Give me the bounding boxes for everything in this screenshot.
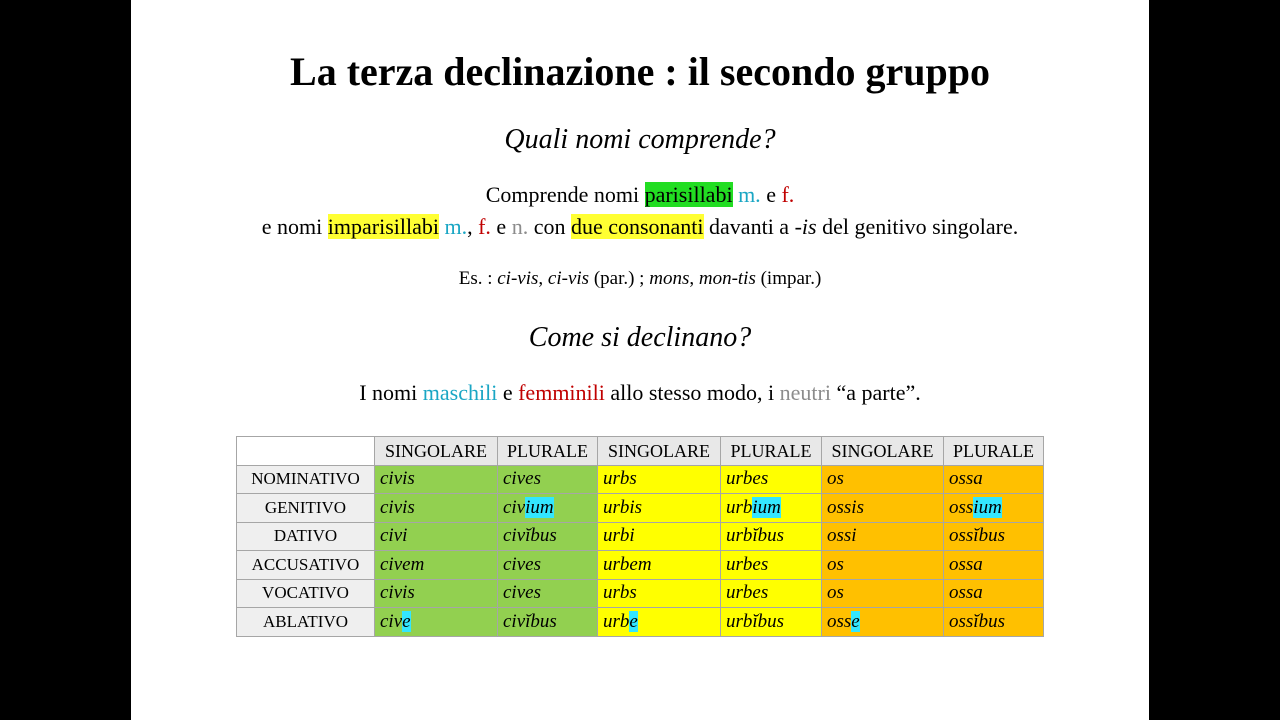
form-stem: urbem [603, 553, 652, 575]
column-header: PLURALE [944, 437, 1044, 466]
corner-cell [237, 437, 375, 466]
column-header: SINGOLARE [822, 437, 944, 466]
form-cell [944, 522, 1044, 551]
form-stem: urbĭbus [726, 610, 785, 632]
text: con [528, 214, 571, 239]
form-cell [375, 465, 498, 494]
form-cell [598, 522, 721, 551]
form-cell [598, 465, 721, 494]
form-stem: urbs [603, 468, 637, 490]
form-stem: civi [380, 525, 408, 547]
case-label: GENITIVO [237, 494, 375, 523]
form-stem: ossĭbus [949, 525, 1005, 547]
column-header: PLURALE [498, 437, 598, 466]
form-stem: urbi [603, 525, 635, 547]
case-label: VOCATIVO [237, 579, 375, 608]
form-cell [498, 551, 598, 580]
form-stem: ossa [949, 468, 983, 490]
form-cell [944, 465, 1044, 494]
form-stem: urbĭbus [726, 525, 785, 547]
example-word: mons [649, 268, 690, 289]
form-stem: urbes [726, 582, 769, 604]
form-cell [375, 551, 498, 580]
table-header-row [237, 437, 1044, 466]
form-cell [375, 608, 498, 637]
page-title: La terza declinazione : il secondo gruppo [290, 49, 990, 94]
case-label: NOMINATIVO [237, 465, 375, 494]
example-line [131, 266, 1149, 292]
text: e [497, 380, 519, 405]
masculine-abbr: m. [444, 214, 468, 239]
column-header: SINGOLARE [375, 437, 498, 466]
form-cell [598, 494, 721, 523]
form-stem: cives [503, 553, 541, 575]
text: Comprende nomi [485, 182, 645, 207]
feminine-abbr: f. [478, 214, 491, 239]
form-cell [498, 608, 598, 637]
form-cell [822, 579, 944, 608]
table-row [237, 579, 1044, 608]
form-cell [944, 579, 1044, 608]
form-cell [375, 494, 498, 523]
example-word: ci-vis [497, 268, 539, 289]
form-cell [944, 608, 1044, 637]
form-stem: civ [503, 496, 526, 518]
form-stem: urb [726, 496, 753, 518]
form-stem: civis [380, 468, 415, 490]
form-stem: ossa [949, 582, 983, 604]
maschili-word: maschili [422, 380, 498, 405]
genitive-ending: is [801, 214, 817, 239]
form-cell [721, 551, 822, 580]
due-consonanti-highlight: due consonanti [570, 214, 704, 239]
text: , [538, 268, 548, 289]
masculine-abbr: m. [738, 182, 761, 207]
declension-table [236, 436, 1044, 637]
imparisillabi-highlight: imparisillabi [327, 214, 439, 239]
definition-line-2 [131, 212, 1149, 242]
form-cell [498, 579, 598, 608]
form-cell [822, 608, 944, 637]
form-cell [822, 522, 944, 551]
table-row [237, 551, 1044, 580]
highlighted-ending: ium [973, 496, 1002, 518]
table-row [237, 608, 1044, 637]
text: Es. : [458, 268, 498, 289]
form-cell [721, 522, 822, 551]
table-row [237, 494, 1044, 523]
form-cell [944, 551, 1044, 580]
feminine-abbr: f. [781, 182, 795, 207]
form-stem: os [827, 553, 844, 575]
example-word: mon-tis [698, 268, 756, 289]
form-cell [598, 608, 721, 637]
form-cell [721, 579, 822, 608]
text: e [490, 214, 512, 239]
text: I nomi [359, 380, 423, 405]
form-cell [721, 494, 822, 523]
form-stem: cives [503, 582, 541, 604]
form-stem: urbes [726, 468, 769, 490]
column-header: PLURALE [721, 437, 822, 466]
form-stem: oss [827, 610, 852, 632]
case-label: ABLATIVO [237, 608, 375, 637]
form-cell [375, 579, 498, 608]
form-stem: civĭbus [503, 610, 557, 632]
text: e [760, 182, 782, 207]
form-stem: urbes [726, 553, 769, 575]
form-cell [944, 494, 1044, 523]
table-row [237, 522, 1044, 551]
form-stem: civ [380, 610, 403, 632]
form-cell [498, 494, 598, 523]
form-cell [375, 522, 498, 551]
form-stem: civis [380, 496, 415, 518]
text: davanti a - [703, 214, 802, 239]
text: (impar.) [755, 268, 822, 289]
form-stem: civĭbus [503, 525, 557, 547]
text: , [467, 214, 479, 239]
slide [131, 0, 1149, 720]
highlighted-ending: e [629, 610, 638, 632]
form-cell [498, 465, 598, 494]
form-stem: cives [503, 468, 541, 490]
case-label: ACCUSATIVO [237, 551, 375, 580]
question-heading-1: Quali nomi comprende? [504, 124, 776, 155]
text: , [689, 268, 699, 289]
form-stem: ossis [827, 496, 864, 518]
text: del genitivo singolare. [816, 214, 1019, 239]
form-cell [822, 465, 944, 494]
highlighted-ending: ium [525, 496, 554, 518]
case-label: DATIVO [237, 522, 375, 551]
text: “a parte”. [830, 380, 921, 405]
form-cell [721, 465, 822, 494]
form-cell [598, 551, 721, 580]
form-cell [822, 551, 944, 580]
text: allo stesso modo, i [604, 380, 780, 405]
example-word: ci-vis [547, 268, 590, 289]
form-stem: oss [949, 496, 974, 518]
form-stem: ossa [949, 553, 983, 575]
form-cell [598, 579, 721, 608]
highlighted-ending: ium [752, 496, 781, 518]
form-stem: urb [603, 610, 630, 632]
neuter-abbr: n. [511, 214, 529, 239]
text: (par.) ; [589, 268, 650, 289]
femminili-word: femminili [518, 380, 605, 405]
form-stem: urbs [603, 582, 637, 604]
form-stem: civis [380, 582, 415, 604]
form-stem: civem [380, 553, 425, 575]
form-cell [822, 494, 944, 523]
form-stem: os [827, 468, 844, 490]
highlighted-ending: e [851, 610, 860, 632]
text: e nomi [261, 214, 328, 239]
declension-note [131, 378, 1149, 408]
form-cell [498, 522, 598, 551]
form-stem: ossi [827, 525, 857, 547]
table-row [237, 465, 1044, 494]
form-stem: urbis [603, 496, 643, 518]
form-stem: os [827, 582, 844, 604]
definition-line-1 [131, 180, 1149, 210]
parisillabi-highlight: parisillabi [644, 182, 733, 207]
highlighted-ending: e [402, 610, 411, 632]
column-header: SINGOLARE [598, 437, 721, 466]
form-cell [721, 608, 822, 637]
form-stem: ossĭbus [949, 610, 1005, 632]
question-heading-2: Come si declinano? [528, 322, 752, 353]
neutri-word: neutri [779, 380, 831, 405]
